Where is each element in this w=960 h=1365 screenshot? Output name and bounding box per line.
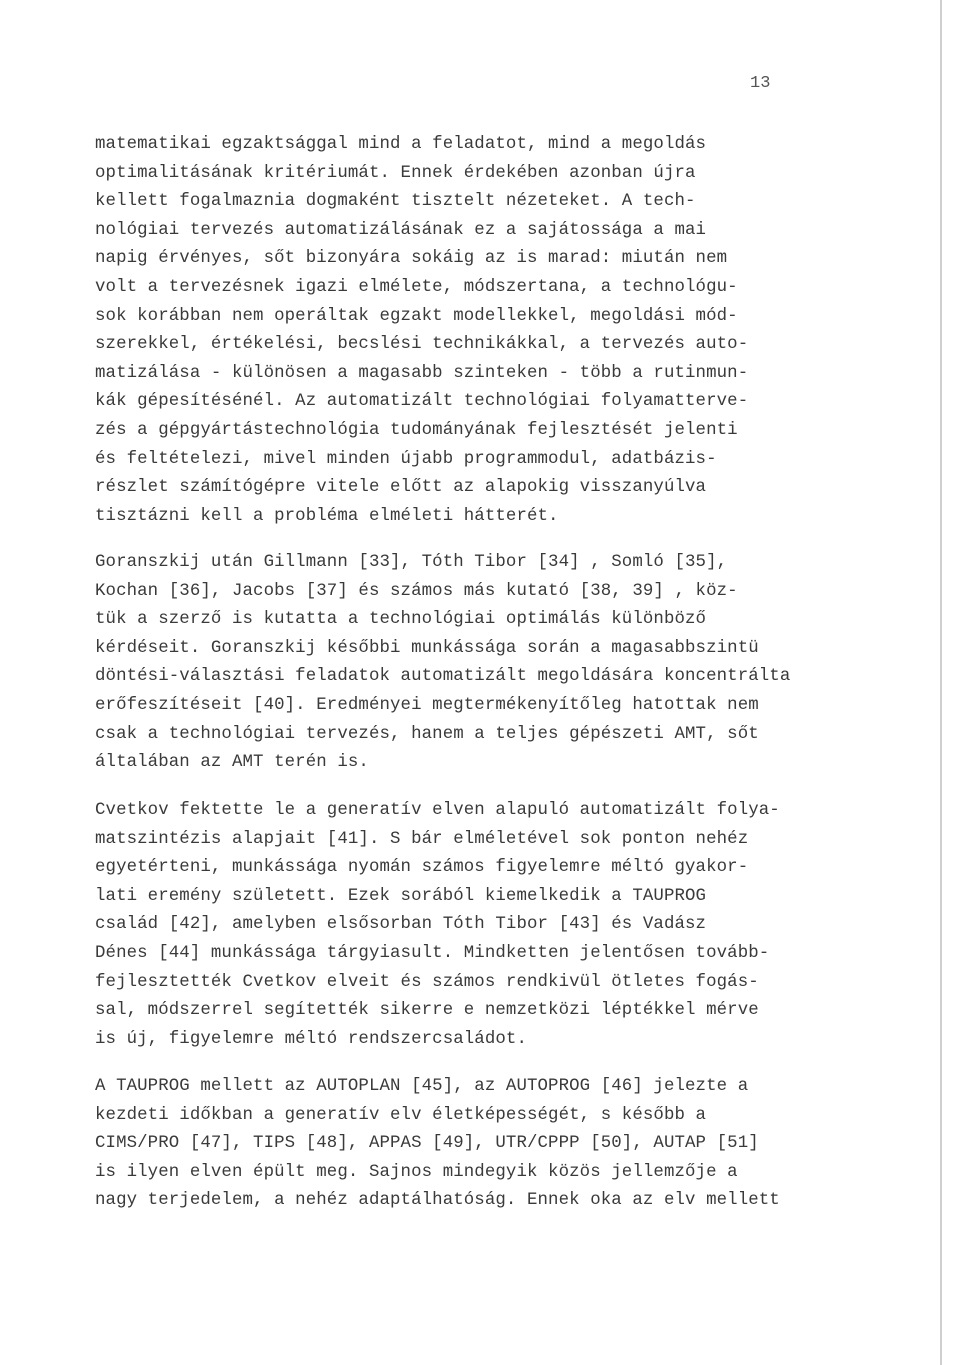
text-line: napig érvényes, sőt bizonyára sokáig az is marad: miután nem bbox=[95, 249, 728, 269]
text-line: család [42], amelyben elsősorban Tóth Tibor [43] és Vadász bbox=[95, 915, 707, 935]
text-line: Kochan [36], Jacobs [37] és számos más kutató [38, 39] , köz- bbox=[95, 581, 738, 601]
text-line: általában az AMT terén is. bbox=[95, 753, 369, 773]
text-line: kák gépesítésénél. Az automatizált technológiai folyamatterve- bbox=[95, 392, 749, 412]
text-line: optimalitásának kritériumát. Ennek érdekében azonban újra bbox=[95, 163, 696, 183]
text-line: döntési-választási feladatok automatizált megoldására koncentrálta bbox=[95, 667, 791, 687]
text-line: sok korábban nem operáltak egzakt modellekkel, megoldási mód- bbox=[95, 306, 738, 326]
text-line: nológiai tervezés automatizálásának ez a sajátossága a mai bbox=[95, 220, 707, 240]
text-line: matszintézis alapjait [41]. S bár elméletével sok ponton nehéz bbox=[95, 829, 749, 849]
paragraph-2 bbox=[95, 549, 855, 778]
text-line: sal, módszerrel segítették sikerre e nemzetközi léptékkel mérve bbox=[95, 1001, 759, 1021]
text-line: kellett fogalmaznia dogmaként tisztelt nézeteket. A tech- bbox=[95, 192, 696, 212]
text-line: nagy terjedelem, a nehéz adaptálhatóság. Ennek oka az elv mellett bbox=[95, 1191, 780, 1211]
text-line: egyetérteni, munkássága nyomán számos figyelemre méltó gyakor- bbox=[95, 858, 749, 878]
page-edge-line bbox=[940, 0, 942, 1365]
text-line: erőfeszítéseit [40]. Eredményei megtermékenyítőleg hatottak nem bbox=[95, 695, 759, 715]
text-line: csak a technológiai tervezés, hanem a teljes gépészeti AMT, sőt bbox=[95, 724, 759, 744]
text-line: tisztázni kell a probléma elméleti hátterét. bbox=[95, 506, 559, 526]
text-line: matizálása - különösen a magasabb szinteken - több a rutinmun- bbox=[95, 363, 749, 383]
text-line: is ilyen elven épült meg. Sajnos mindegyik közös jellemzője a bbox=[95, 1162, 738, 1182]
text-line: szerekkel, értékelési, becslési technikákkal, a tervezés auto- bbox=[95, 335, 749, 355]
text-line: zés a gépgyártástechnológia tudományának fejlesztését jelenti bbox=[95, 420, 738, 440]
paragraph-1 bbox=[95, 131, 855, 531]
paragraph-4 bbox=[95, 1073, 855, 1216]
text-line: fejlesztették Cvetkov elveit és számos rendkivül ötletes fogás- bbox=[95, 972, 759, 992]
text-line: és feltételezi, mivel minden újabb programmodul, adatbázis- bbox=[95, 449, 717, 469]
text-line: tük a szerző is kutatta a technológiai optimálás különböző bbox=[95, 610, 707, 630]
text-line: lati eremény született. Ezek sorából kiemelkedik a TAUPROG bbox=[95, 886, 707, 906]
text-line: kezdeti időkban a generatív elv életképességét, s később a bbox=[95, 1105, 707, 1125]
text-line: matematikai egzaktsággal mind a feladatot, mind a megoldás bbox=[95, 135, 707, 154]
text-line: Dénes [44] munkássága tárgyiasult. Mindketten jelentősen tovább- bbox=[95, 943, 770, 963]
text-line: részlet számítógépre vitele előtt az alapokig visszanyúlva bbox=[95, 478, 707, 498]
text-line: Goranszkij után Gillmann [33], Tóth Tibor [34] , Somló [35], bbox=[95, 553, 728, 572]
text-line: is új, figyelemre méltó rendszercsaládot. bbox=[95, 1029, 527, 1049]
text-line: A TAUPROG mellett az AUTOPLAN [45], az AUTOPROG [46] jelezte a bbox=[95, 1077, 749, 1096]
paragraph-3 bbox=[95, 797, 855, 1054]
page-number: 13 bbox=[750, 74, 771, 93]
text-line: kérdéseit. Goranszkij későbbi munkássága során a magasabbszintü bbox=[95, 638, 759, 658]
text-line: Cvetkov fektette le a generatív elven alapuló automatizált folya- bbox=[95, 801, 780, 820]
text-line: volt a tervezésnek igazi elmélete, módszertana, a technológu- bbox=[95, 277, 738, 297]
text-line: CIMS/PRO [47], TIPS [48], APPAS [49], UTR/CPPP [50], AUTAP [51] bbox=[95, 1134, 759, 1154]
